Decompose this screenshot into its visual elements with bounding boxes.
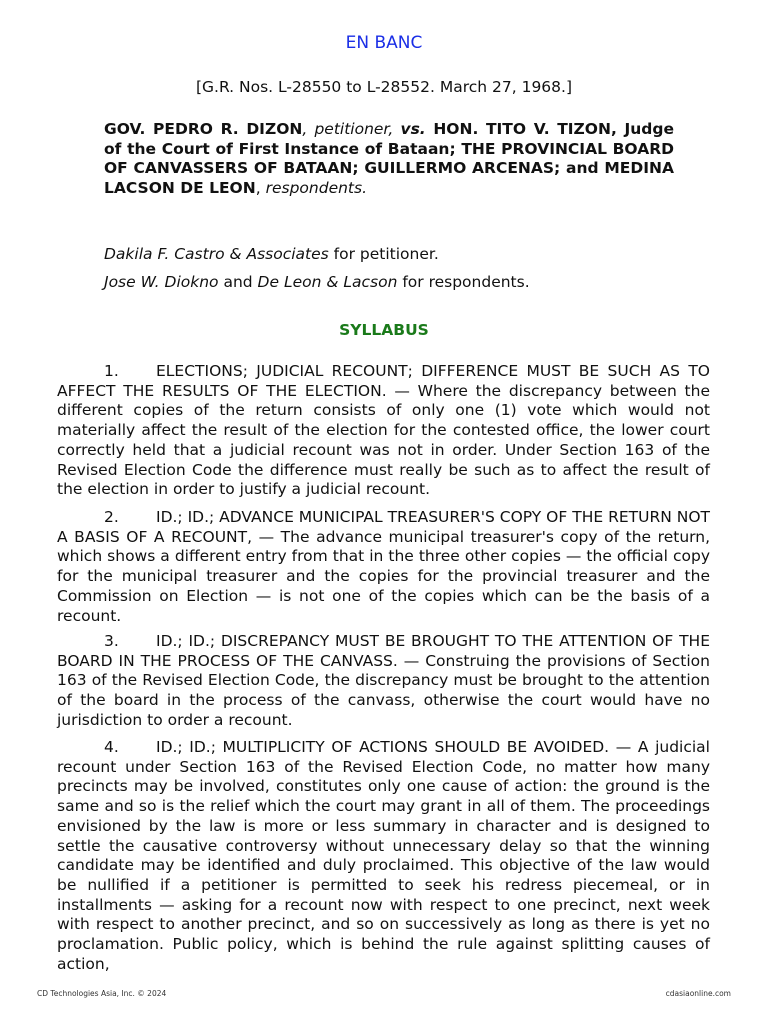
respondents-names: HON. TITO V. TIZON, Judge of the Court of First Instance of Bataan; THE PROVINCIAL BOARD OF CANVASSERS OF BATAAN; GUILLERMO ARCENAS; and MEDINA LACSON DE LEON bbox=[104, 120, 674, 198]
syllabus-item bbox=[57, 508, 710, 626]
syllabus-heading: SYLLABUS bbox=[339, 321, 429, 339]
and-text: and bbox=[218, 273, 258, 291]
petitioner-name: GOV. PEDRO R. DIZON bbox=[104, 120, 303, 138]
petitioner-counsel bbox=[104, 245, 704, 263]
court-division: EN BANC bbox=[345, 33, 423, 53]
syllabus-item bbox=[57, 362, 710, 500]
item-text: ID.; ID.; DISCREPANCY MUST BE BROUGHT TO THE ATTENTION OF THE BOARD IN THE PROCESS OF THE CANVASS. — Construing the provisions of Section 163 of the Revised Election Code, the discrepancy must be brought to the attention of the board in the process of the canvass, otherwise the court would have no jurisdiction to order a recount. bbox=[57, 632, 710, 729]
item-number: 4. bbox=[104, 738, 119, 756]
case-parties bbox=[104, 120, 674, 199]
item-number: 3. bbox=[104, 632, 119, 650]
item-number: 2. bbox=[104, 508, 119, 526]
case-citation: [G.R. Nos. L-28550 to L-28552. March 27, 1968.] bbox=[195, 78, 573, 96]
respondents-role: respondents. bbox=[265, 179, 368, 198]
petitioner-firm: Dakila F. Castro & Associates bbox=[104, 245, 329, 263]
comma: , bbox=[255, 179, 261, 198]
item-text: ID.; ID.; MULTIPLICITY OF ACTIONS SHOULD BE AVOIDED. — A judicial recount under Section 163 of the Revised Election Code, no matter how many precincts may be involved, constitutes only one cause of action: the ground is the same and so is the relief which the court may grant in all of them. The proceedings envisioned by the law is more or less summary in character and is designed to settle the causative controversy without unnecessary delay so that the winning candidate may be identified and duly proclaimed. This objective of the law would be nullified if a petitioner is permitted to seek his redress piecemeal, or in installments — asking for a recount now with respect to one precinct, next week with respect to another precinct, and so on successively as long as there is yet no proclamation. Public policy, which is behind the rule against splitting causes of action, bbox=[57, 738, 710, 973]
footer-copyright: CD Technologies Asia, Inc. © 2024 bbox=[37, 989, 167, 998]
item-text: ID.; ID.; ADVANCE MUNICIPAL TREASURER'S COPY OF THE RETURN NOT A BASIS OF A RECOUNT, — The advance municipal treasurer's copy of the return, which shows a different entry from that in the three other copies — the official copy for the municipal treasurer and the copies for the provincial treasurer and the Commission on Election — is not one of the copies which can be the basis of a recount. bbox=[57, 508, 711, 625]
syllabus-item bbox=[57, 632, 710, 731]
petitioner-counsel-suffix: for petitioner. bbox=[328, 245, 439, 263]
respondent-counsel bbox=[104, 273, 704, 291]
item-text: ELECTIONS; JUDICIAL RECOUNT; DIFFERENCE MUST BE SUCH AS TO AFFECT THE RESULTS OF THE ELECTION. — Where the discrepancy between the different copies of the return consists of only one (1) vote which would not materially affect the result of the election for the contested office, the lower court correctly held that a judicial recount was not in order. Under Section 163 of the Revised Election Code the difference must really be such as to affect the result of the election in order to justify a judicial recount. bbox=[57, 362, 710, 499]
syllabus-item bbox=[57, 738, 710, 974]
item-number: 1. bbox=[104, 362, 119, 380]
petitioner-role: , petitioner, bbox=[302, 120, 401, 138]
versus-label: vs. bbox=[400, 120, 426, 138]
respondent-counsel-1: Jose W. Diokno bbox=[104, 273, 219, 291]
footer-website: cdasiaonline.com bbox=[665, 989, 731, 998]
respondent-counsel-2: De Leon & Lacson bbox=[257, 273, 398, 291]
respondent-counsel-suffix: for respondents. bbox=[397, 273, 530, 291]
